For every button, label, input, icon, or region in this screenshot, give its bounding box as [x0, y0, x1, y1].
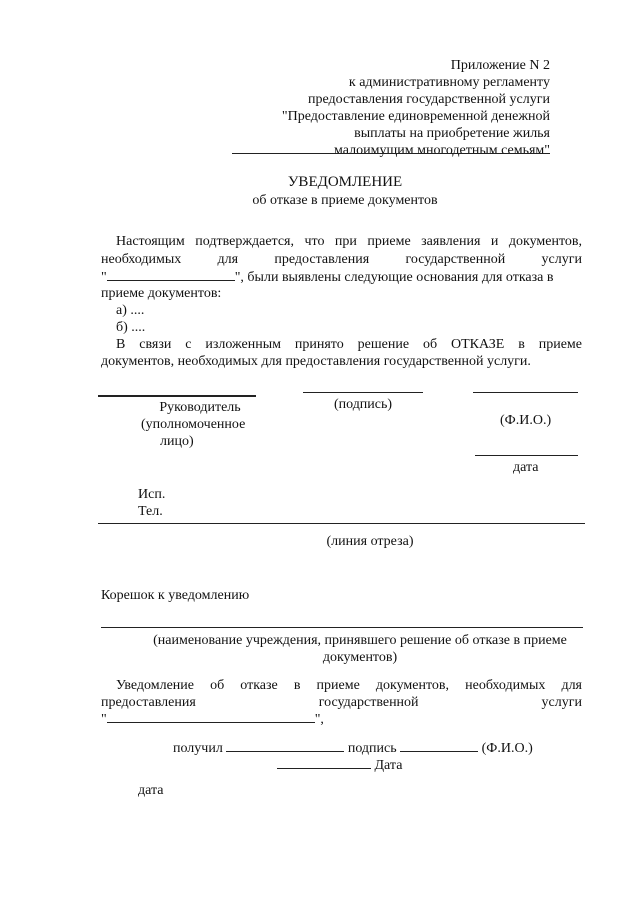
body-line-3-text: ", были выявлены следующие основания для отказа в: [234, 270, 554, 285]
head-title-line: (уполномоченное: [141, 417, 246, 432]
stub-text-line-3: [101, 710, 324, 728]
date-line: [475, 455, 578, 456]
stub-date-row: [277, 756, 402, 774]
annex-underline: [232, 153, 550, 154]
body-line-4: приеме документов:: [101, 286, 222, 301]
phone-label: Тел.: [138, 504, 163, 519]
institution-line: [101, 627, 583, 628]
annex-line: к административному регламенту: [348, 75, 550, 90]
stub-title: Корешок к уведомлению: [101, 588, 250, 603]
institution-note-line: документов): [322, 650, 398, 665]
reason-item-a: а) ....: [116, 303, 145, 318]
stub-date-inline-label: Дата: [374, 758, 403, 773]
document-title: УВЕДОМЛЕНИЕ: [287, 174, 403, 190]
fio-label: (Ф.И.О.): [500, 413, 552, 428]
executor-label: Исп.: [138, 487, 166, 502]
word: государственной: [405, 252, 506, 267]
reason-item-b: б) ....: [116, 320, 146, 335]
word: государственной: [318, 695, 419, 710]
stub-signature-label: подпись: [347, 741, 397, 756]
received-row: [173, 739, 533, 757]
word: услуги: [541, 252, 582, 267]
annex-block: [240, 57, 550, 159]
decision-line-2: документов, необходимых для предоставления государственной услуги.: [101, 354, 531, 369]
quote-open: ": [101, 712, 107, 727]
stub-text-line-1: Уведомление об отказе в приеме документов, необходимых для: [116, 678, 582, 693]
head-signature-line: [98, 395, 256, 397]
word: услуги: [541, 695, 582, 710]
body-line-3: [101, 268, 582, 286]
head-title-line: лицо): [160, 434, 194, 449]
institution-note: [130, 632, 590, 666]
cut-line: [98, 523, 585, 524]
date-label: дата: [513, 460, 539, 475]
body-line-2: [101, 251, 582, 268]
service-name-blank: [107, 268, 235, 281]
annex-line: предоставления государственной услуги: [308, 92, 550, 107]
signature-line: [303, 392, 423, 393]
quote-close: ",: [314, 712, 324, 727]
cut-line-label: (линия отреза): [326, 534, 414, 549]
word: предоставления: [101, 695, 196, 710]
annex-line: "Предоставление единовременной денежной: [281, 109, 550, 124]
service-name-blank: [107, 710, 315, 723]
head-title: [120, 399, 280, 416]
stub-date-blank: [277, 756, 371, 769]
annex-line: Приложение N 2: [450, 58, 550, 73]
word: для: [217, 252, 239, 267]
word: предоставления: [274, 252, 370, 267]
institution-note-line: (наименование учреждения, принявшего решение об отказе в приеме: [153, 633, 567, 648]
body-line-1: Настоящим подтверждается, что при приеме заявления и документов,: [116, 234, 582, 249]
head-title-line: Руководитель: [159, 400, 241, 415]
received-blank: [226, 739, 344, 752]
stub-text-line-2: [101, 694, 582, 711]
signature-label: (подпись): [333, 397, 393, 412]
stub-signature-blank: [400, 739, 478, 752]
quote-open: ": [101, 270, 107, 285]
stub-date-bottom: дата: [138, 783, 164, 798]
document-subtitle: об отказе в приеме документов: [252, 193, 438, 208]
annex-line: выплаты на приобретение жилья: [354, 126, 550, 141]
annex-line: малоимущим многодетным семьям": [334, 143, 550, 158]
stub-fio-label: (Ф.И.О.): [481, 741, 533, 756]
word: необходимых: [101, 252, 182, 267]
decision-line-1: В связи с изложенным принято решение об ОТКАЗЕ в приеме: [116, 337, 582, 352]
received-label: получил: [173, 741, 223, 756]
fio-line: [473, 392, 578, 393]
